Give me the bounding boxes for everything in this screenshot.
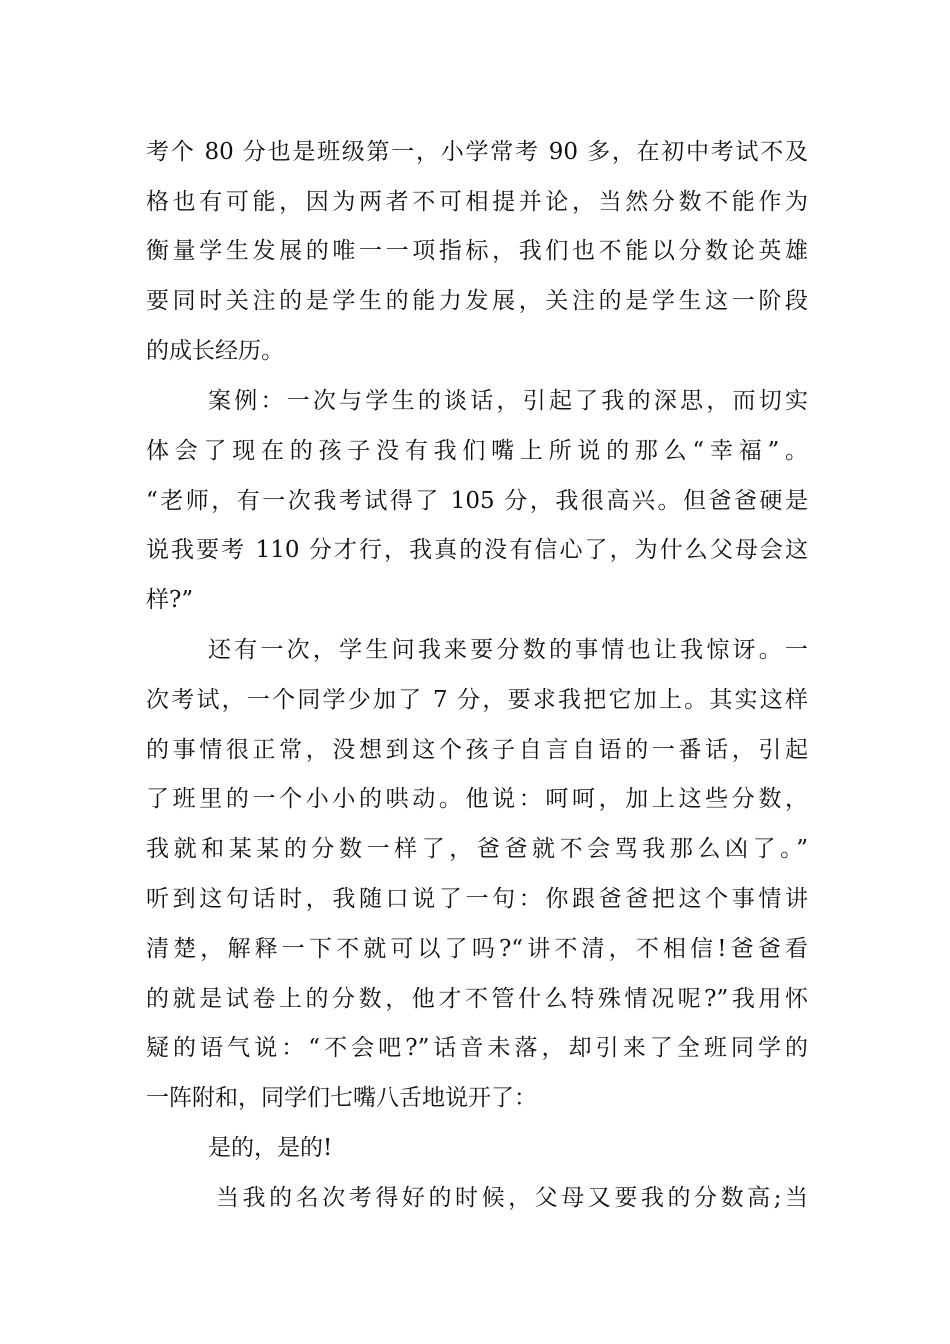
text-line-14: 了班里的一个小小的哄动。他说：呵呵，加上这些分数， (146, 786, 808, 812)
text-line-9: 说我要考 110 分才行，我真的没有信心了，为什么父母会这 (146, 537, 808, 563)
text-line-7: 体会了现在的孩子没有我们嘴上所说的那么“幸福”。 (146, 438, 808, 464)
text-line-10: 样?” (146, 587, 194, 613)
text-line-1: 考个 80 分也是班级第一，小学常考 90 多，在初中考试不及 (146, 139, 808, 165)
text-line-6: 案例：一次与学生的谈话，引起了我的深思，而切实 (208, 388, 808, 414)
text-line-15: 我就和某某的分数一样了，爸爸就不会骂我那么凶了。” (146, 836, 808, 862)
text-line-8: “老师，有一次我考试得了 105 分，我很高兴。但爸爸硬是 (146, 488, 808, 514)
text-line-4: 要同时关注的是学生的能力发展，关注的是学生这一阶段 (146, 288, 808, 314)
text-line-16: 听到这句话时，我随口说了一句：你跟爸爸把这个事情讲 (146, 886, 808, 912)
text-line-11: 还有一次，学生问我来要分数的事情也让我惊讶。一 (208, 637, 808, 663)
text-line-2: 格也有可能，因为两者不可相提并论，当然分数不能作为 (146, 189, 808, 215)
text-line-18: 的就是试卷上的分数，他才不管什么特殊情况呢?”我用怀 (146, 986, 808, 1012)
text-line-22: 当我的名次考得好的时候，父母又要我的分数高;当 (216, 1185, 808, 1211)
text-line-3: 衡量学生发展的唯一一项指标，我们也不能以分数论英雄 (146, 238, 808, 264)
text-line-13: 的事情很正常，没想到这个孩子自言自语的一番话，引起 (146, 737, 808, 763)
text-line-21: 是的，是的! (208, 1135, 333, 1161)
text-line-5: 的成长经历。 (146, 338, 284, 364)
text-line-20: 一阵附和，同学们七嘴八舌地说开了： (146, 1085, 537, 1111)
text-line-19: 疑的语气说：“不会吧?”话音未落，却引来了全班同学的 (146, 1035, 808, 1061)
text-line-17: 清楚，解释一下不就可以了吗?“讲不清，不相信!爸爸看 (146, 936, 808, 962)
text-line-12: 次考试，一个同学少加了 7 分，要求我把它加上。其实这样 (146, 687, 808, 713)
